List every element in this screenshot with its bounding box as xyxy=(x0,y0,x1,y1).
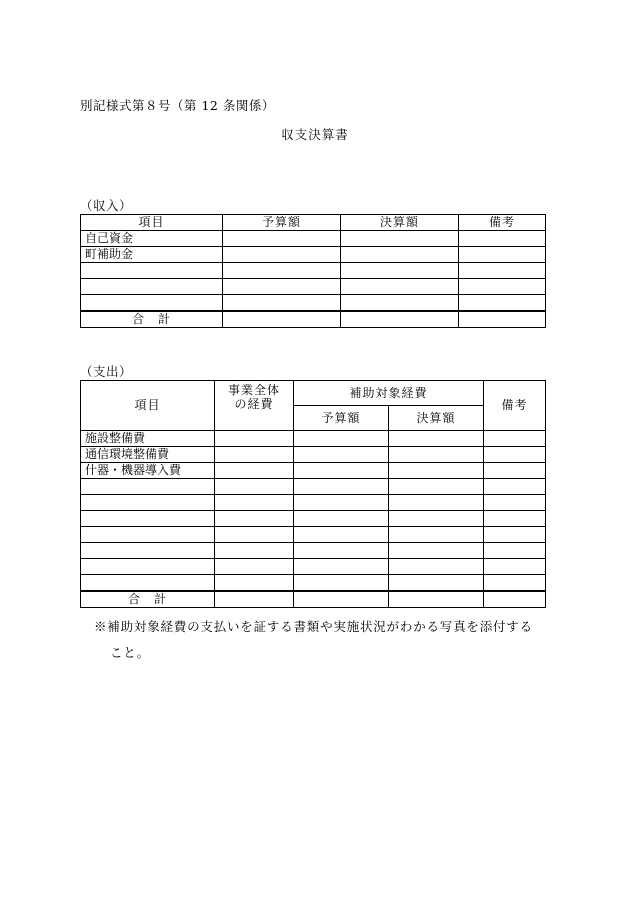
expense-cell xyxy=(294,495,389,511)
income-cell xyxy=(341,295,459,312)
income-cell xyxy=(341,231,459,247)
income-table xyxy=(80,214,546,328)
expense-header-subsidy: 補助対象経費 xyxy=(294,381,484,406)
income-cell xyxy=(459,295,546,312)
income-cell xyxy=(341,247,459,263)
expense-header-total-cost-line2: の経費 xyxy=(234,397,274,411)
expense-row xyxy=(81,495,546,511)
expense-cell xyxy=(81,543,215,559)
income-row xyxy=(81,279,546,295)
income-cell xyxy=(341,263,459,279)
expense-cell xyxy=(484,559,546,575)
income-cell xyxy=(223,263,341,279)
expense-cell xyxy=(389,575,484,592)
income-section-label: （収入） xyxy=(80,198,133,213)
expense-cell xyxy=(294,431,389,447)
expense-total-label: 合 計 xyxy=(81,591,215,608)
expense-cell: 施設整備費 xyxy=(81,431,215,447)
expense-cell xyxy=(81,575,215,592)
expense-cell xyxy=(484,447,546,463)
expense-cell: 什器・機器導入費 xyxy=(81,463,215,479)
expense-cell xyxy=(81,479,215,495)
expense-row xyxy=(81,463,546,479)
expense-row xyxy=(81,575,546,592)
expense-cell xyxy=(294,543,389,559)
income-total-cell xyxy=(341,311,459,328)
income-header-row xyxy=(81,215,546,231)
expense-cell xyxy=(215,463,294,479)
income-header-remarks: 備考 xyxy=(459,215,546,231)
expense-cell xyxy=(81,559,215,575)
income-body xyxy=(81,231,546,312)
expense-total-cell xyxy=(215,591,294,608)
income-header-item: 項目 xyxy=(81,215,223,231)
income-header-budget: 予算額 xyxy=(223,215,341,231)
expense-cell xyxy=(389,463,484,479)
document-title-text: 収支決算書 xyxy=(281,127,349,142)
expense-cell xyxy=(294,463,389,479)
expense-header-settlement: 決算額 xyxy=(389,406,484,431)
expense-cell xyxy=(389,431,484,447)
expense-cell xyxy=(484,511,546,527)
note-line-2: こと。 xyxy=(110,645,150,660)
expense-cell xyxy=(294,527,389,543)
income-cell xyxy=(81,295,223,312)
expense-cell xyxy=(81,495,215,511)
income-header-settlement: 決算額 xyxy=(341,215,459,231)
expense-cell xyxy=(294,479,389,495)
expense-cell xyxy=(484,479,546,495)
expense-cell xyxy=(215,495,294,511)
expense-table xyxy=(80,380,546,608)
income-cell xyxy=(341,279,459,295)
expense-cell xyxy=(389,447,484,463)
expense-cell xyxy=(484,527,546,543)
expense-cell xyxy=(215,559,294,575)
expense-cell xyxy=(81,511,215,527)
income-row xyxy=(81,295,546,312)
expense-total-cell xyxy=(389,591,484,608)
expense-cell xyxy=(294,559,389,575)
expense-cell xyxy=(484,431,546,447)
expense-cell: 通信環境整備費 xyxy=(81,447,215,463)
expense-header-budget: 予算額 xyxy=(294,406,389,431)
expense-row xyxy=(81,527,546,543)
income-cell xyxy=(223,295,341,312)
expense-cell xyxy=(81,527,215,543)
income-cell: 自己資金 xyxy=(81,231,223,247)
expense-header-total-cost-line1: 事業全体 xyxy=(227,383,280,397)
income-total-cell xyxy=(223,311,341,328)
income-total-label: 合 計 xyxy=(81,311,223,328)
income-row xyxy=(81,247,546,263)
expense-cell xyxy=(215,511,294,527)
expense-row xyxy=(81,559,546,575)
income-cell xyxy=(459,231,546,247)
expense-total-cell xyxy=(294,591,389,608)
income-cell xyxy=(223,247,341,263)
expense-header-total-cost xyxy=(215,381,294,431)
income-total-row xyxy=(81,311,546,328)
form-number: 別記様式第８号（第 12 条関係） xyxy=(80,98,275,113)
expense-cell xyxy=(294,447,389,463)
note-line-1: ※補助対象経費の支払いを証する書類や実施状況がわかる写真を添付する xyxy=(94,619,533,634)
income-cell xyxy=(223,279,341,295)
expense-header-row-1 xyxy=(81,381,546,406)
expense-cell xyxy=(389,559,484,575)
expense-row xyxy=(81,431,546,447)
expense-cell xyxy=(215,447,294,463)
expense-cell xyxy=(215,479,294,495)
expense-cell xyxy=(484,575,546,592)
income-cell xyxy=(223,231,341,247)
income-cell xyxy=(459,263,546,279)
expense-row xyxy=(81,543,546,559)
expense-cell xyxy=(215,527,294,543)
document-title xyxy=(0,125,630,143)
expense-cell xyxy=(389,495,484,511)
expense-row xyxy=(81,479,546,495)
income-cell: 町補助金 xyxy=(81,247,223,263)
expense-cell xyxy=(389,527,484,543)
expense-cell xyxy=(294,575,389,592)
expense-total-row xyxy=(81,591,546,608)
income-total-cell xyxy=(459,311,546,328)
income-row xyxy=(81,231,546,247)
expense-body xyxy=(81,431,546,592)
expense-cell xyxy=(389,543,484,559)
expense-cell xyxy=(215,543,294,559)
expense-cell xyxy=(389,479,484,495)
income-cell xyxy=(459,247,546,263)
expense-section-label: （支出） xyxy=(80,364,133,379)
expense-header-item: 項目 xyxy=(81,381,215,431)
expense-header-remarks: 備考 xyxy=(484,381,546,431)
expense-cell xyxy=(484,463,546,479)
expense-cell xyxy=(484,495,546,511)
expense-cell xyxy=(484,543,546,559)
expense-cell xyxy=(294,511,389,527)
expense-cell xyxy=(389,511,484,527)
expense-total-cell xyxy=(484,591,546,608)
income-cell xyxy=(81,279,223,295)
income-row xyxy=(81,263,546,279)
expense-row xyxy=(81,511,546,527)
expense-row xyxy=(81,447,546,463)
expense-cell xyxy=(215,575,294,592)
income-cell xyxy=(459,279,546,295)
income-cell xyxy=(81,263,223,279)
expense-cell xyxy=(215,431,294,447)
